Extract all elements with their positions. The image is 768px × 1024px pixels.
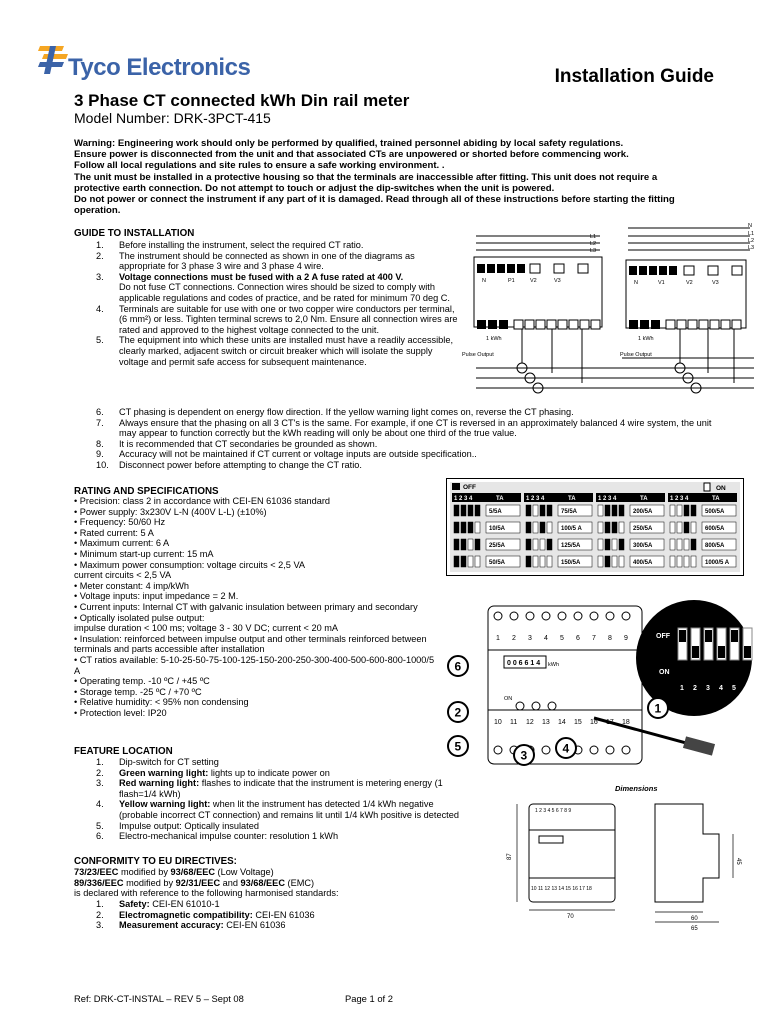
spec-line: • Relative humidity: < 95% non condensing: [74, 697, 249, 708]
dip-switch-state: [454, 556, 459, 567]
dip-switch-state: [547, 522, 552, 533]
terminal-number: 18: [622, 719, 630, 726]
line-label: L2: [748, 238, 755, 244]
dip-switch-state: [612, 556, 617, 567]
ct-ta-header: TA: [496, 496, 504, 502]
dim-width: 70: [567, 914, 574, 920]
dip-switch-state: [670, 539, 675, 550]
terminal-number: 10: [494, 719, 502, 726]
terminal-screw: [494, 612, 502, 620]
dip-switch-state: [547, 505, 552, 516]
ct-ratio-value: 1000/5 A: [705, 560, 730, 566]
terminal-label: V2: [530, 278, 537, 284]
dim-bottom-numbers: 10 11 12 13 14 15 16 17 18: [531, 886, 592, 892]
dip-switch-state: [533, 556, 538, 567]
warning-line: Warning: Engineering work should only be performed by qualified, trained personnel abiding by local safety regulations.: [74, 138, 624, 149]
list-item: 2. Electromagnetic compatibility: CEI-EN 61036: [96, 909, 315, 920]
terminal-screw: [542, 746, 550, 754]
callout-number: 5: [454, 739, 462, 754]
line-label: L2: [590, 241, 597, 247]
terminal-label: V3: [712, 280, 719, 286]
dip-switch-state: [684, 539, 689, 550]
standards-list: [74, 899, 474, 931]
page-title: 3 Phase CT connected kWh Din rail meter: [74, 91, 410, 110]
spec-line: • Precision: class 2 in accordance with CEI-EN 61036 standard: [74, 496, 330, 506]
counter-digits: 0 0 6 6 1 4: [507, 660, 541, 667]
dip-switch-state: [461, 556, 466, 567]
dip-switch-state: [677, 505, 682, 516]
ct-ratio-value: 100/5 A: [561, 526, 582, 532]
ct-ratio-value: 125/5A: [561, 543, 581, 549]
dimensions-title: Dimensions: [615, 784, 658, 793]
directive-line: is declared with reference to the following harmonised standards:: [74, 888, 339, 899]
model-number: Model Number: DRK-3PCT-415: [74, 110, 271, 126]
installation-heading: GUIDE TO INSTALLATION: [74, 228, 195, 239]
warning-block: [74, 138, 704, 216]
ct-ratio-value: 400/5A: [633, 560, 653, 566]
terminal-label: V3: [554, 278, 561, 284]
ct-ratio-value: 300/5A: [633, 543, 653, 549]
dip-switch-state: [468, 539, 473, 550]
dip-switch-state: [691, 539, 696, 550]
ct-ratio-value: 5/5A: [489, 509, 502, 515]
dip-switch-state: [526, 505, 531, 516]
terminal-label: P1: [508, 278, 515, 284]
dip-switch-state: [547, 556, 552, 567]
terminal-screw: [622, 746, 630, 754]
dip-switch-state: [684, 505, 689, 516]
pulse-output-label: Pulse Output: [620, 352, 652, 358]
dip-switch-state: [526, 522, 531, 533]
dip-switch-state: [605, 539, 610, 550]
brand-name: Tyco Electronics: [68, 54, 251, 81]
dim-depth-b: 65: [691, 926, 698, 932]
dip-switch-state: [533, 522, 538, 533]
callout-number: 4: [562, 741, 570, 756]
terminal-number: 11: [510, 719, 518, 726]
list-item: 2. The instrument should be connected as shown in one of the diagrams as appropriate for 3 phase 3 wire and 3 phase 4 wire.: [96, 250, 415, 272]
list-item: 7. Always ensure that the phasing on all 3 CT's is the same. For example, if one CT is reversed in an approximately balanced 4 wire system, the unit may appear to function correctly but the kWh reading will only be about one third of the true value.: [96, 417, 712, 439]
ct-ta-header: TA: [640, 496, 648, 502]
spec-line: • Maximum current: 6 A: [74, 538, 170, 549]
pulse-output-label: Pulse Output: [462, 352, 494, 358]
terminal-screw: [558, 612, 566, 620]
terminal-number: 12: [526, 719, 534, 726]
dip-switch-state: [540, 522, 545, 533]
footer-ref: Ref: DRK-CT-INSTAL – REV 5 – Sept 08: [74, 993, 244, 1004]
callout-number: 2: [454, 705, 462, 720]
dip-off: OFF: [656, 633, 670, 640]
warning-line: Do not power or connect the instrument if any part of it is damaged. Read through all of these instructions before starting the fitting operation.: [74, 194, 675, 217]
terminal-number: 3: [528, 635, 532, 642]
dip-switch-state: [526, 539, 531, 550]
spec-line: • Rated current: 5 A: [74, 527, 154, 538]
dip-number: 4: [719, 685, 723, 692]
ct-ratio-value: 800/5A: [705, 543, 725, 549]
dip-switch-state: [454, 522, 459, 533]
line-label: L1: [748, 231, 755, 237]
dip-switch-lever: [744, 646, 751, 658]
kwh-label: 1 kWh: [486, 336, 502, 342]
dip-number: 2: [693, 685, 697, 692]
dip-switch-state: [598, 539, 603, 550]
dip-switch-state: [619, 522, 624, 533]
dip-switch-state: [670, 522, 675, 533]
dip-switch-state: [547, 539, 552, 550]
dip-switch-state: [461, 539, 466, 550]
dip-switch-state: [475, 505, 480, 516]
list-item: 8. It is recommended that CT secondaries be grounded as shown.: [96, 438, 378, 449]
line-label: L1: [590, 234, 597, 240]
terminal-screw: [542, 612, 550, 620]
ratings-heading: RATING AND SPECIFICATIONS: [74, 486, 219, 497]
terminal-number: 9: [624, 635, 628, 642]
ct-ratio-value: 75/5A: [561, 509, 578, 515]
terminal-screw: [590, 746, 598, 754]
ct-switch-header: 1 2 3 4: [598, 496, 617, 502]
features-list: [74, 757, 474, 842]
dip-number: 1: [680, 685, 684, 692]
ct-ratio-value: 600/5A: [705, 526, 725, 532]
terminal-number: 4: [544, 635, 548, 642]
dip-switch-state: [670, 505, 675, 516]
dip-switch-state: [691, 505, 696, 516]
dim-depth-a: 60: [691, 916, 698, 922]
dip-switch-lever: [731, 630, 738, 642]
terminal-number: 13: [542, 719, 550, 726]
dip-switch-state: [691, 556, 696, 567]
list-item: 3. Voltage connections must be fused with a 2 A fuse rated at 400 V. Do not fuse CT connections. Connection wires should be sized to comply with applicable regulations and codes of practice, and be rated for minimum 70 deg C.: [96, 271, 450, 303]
dip-switch-state: [454, 505, 459, 516]
dip-switch-state: [605, 522, 610, 533]
list-item: 9. Accuracy will not be maintained if CT current or voltage inputs are outside specification..: [96, 449, 477, 460]
on-label: ON: [716, 485, 726, 492]
ct-ta-header: TA: [712, 496, 720, 502]
dip-switch-state: [461, 505, 466, 516]
spec-line: • CT ratios available: 5-10-25-50-75-100-125-150-200-250-300-400-500-600-800-1000/5 A: [74, 654, 435, 676]
dip-switch-state: [454, 539, 459, 550]
spec-line: • Maximum power consumption: voltage circuits < 2,5 VA: [74, 559, 306, 570]
terminal-screw: [494, 746, 502, 754]
dip-switch-state: [526, 556, 531, 567]
dip-switch-state: [684, 522, 689, 533]
ratings-list: [74, 496, 439, 718]
dip-switch-state: [605, 556, 610, 567]
list-item: 10. Disconnect power before attempting to change the CT ratio.: [96, 459, 362, 470]
terminal-number: 7: [592, 635, 596, 642]
warning-line: Follow all local regulations and site rules to ensure a safe working environment. .: [74, 160, 445, 172]
terminal-number: 6: [576, 635, 580, 642]
list-item: 5. The equipment into which these units are installed must have a readily accessible, clearly marked, adjacent switch or circuit breaker which will isolate the supply voltage and permit safe access for subsequent maintenance.: [96, 335, 453, 367]
terminal-number: 8: [608, 635, 612, 642]
wiring-diagrams: [462, 222, 762, 400]
warning-line: The unit must be installed in a protective housing so that the terminals are inaccessible after fitting. This unit does not require a protective earth connection. Do not attempt to touch or adjust the dip-switches when the unit is powered.: [74, 171, 658, 194]
dip-switch-state: [468, 522, 473, 533]
list-item: 6. CT phasing is dependent on energy flow direction. If the yellow warning light comes on, reverse the CT phasing.: [96, 407, 574, 417]
dip-number: 3: [706, 685, 710, 692]
dip-switch-state: [605, 505, 610, 516]
directive-line: 73/23/EEC modified by 93/68/EEC (Low Voltage): [74, 867, 274, 877]
on-text: ON: [504, 696, 513, 702]
list-item: 6. Electro-mechanical impulse counter: resolution 1 kWh: [96, 831, 339, 842]
dip-switch-state: [475, 556, 480, 567]
terminal-screw: [526, 612, 534, 620]
dip-switch-state: [684, 556, 689, 567]
spec-line: • Protection level: IP20: [74, 707, 167, 718]
dip-switch-lever: [718, 646, 725, 658]
kwh-text: kWh: [548, 662, 559, 668]
terminal-number: 16: [590, 719, 598, 726]
callout-number: 6: [454, 659, 462, 674]
spec-line: current circuits < 2,5 VA: [74, 570, 172, 581]
dim-height-b: 45: [735, 858, 741, 865]
spec-line: impulse duration < 100 ms; voltage 3 - 30 V DC; current < 20 mA: [74, 623, 339, 634]
dip-switch-state: [475, 522, 480, 533]
ct-ratio-value: 200/5A: [633, 509, 653, 515]
dip-switch-state: [670, 556, 675, 567]
callout-number: 1: [654, 701, 662, 716]
meter-feature-figure: [444, 600, 766, 772]
directive-line: 89/336/EEC modified by 92/31/EEC and 93/68/EEC (EMC): [74, 877, 315, 888]
dip-switch-state: [598, 522, 603, 533]
line-label: L3: [590, 248, 597, 254]
spec-line: • Operating temp. -10 ºC / +45 ºC: [74, 676, 210, 687]
dip-switch-state: [612, 505, 617, 516]
spec-line: • Insulation: reinforced between impulse output and other terminals reinforced between terminals and parts accessible after installation: [74, 633, 427, 655]
conformity-heading: CONFORMITY TO EU DIRECTIVES:: [74, 856, 237, 867]
ct-ta-header: TA: [568, 496, 576, 502]
spec-line: • Meter constant: 4 imp/kWh: [74, 580, 190, 591]
list-item: 3. Measurement accuracy: CEI-EN 61036: [96, 920, 286, 931]
dip-switch-state: [540, 556, 545, 567]
spec-line: • Minimum start-up current: 15 mA: [74, 548, 214, 559]
terminal-screw: [574, 612, 582, 620]
terminal-number: 1: [496, 635, 500, 642]
terminal-screw: [510, 612, 518, 620]
dim-top-numbers: 1 2 3 4 5 6 7 8 9: [535, 808, 572, 814]
features-heading: FEATURE LOCATION: [74, 746, 173, 757]
footer-page: Page 1 of 2: [345, 993, 393, 1004]
dip-switch-state: [612, 539, 617, 550]
dip-on: ON: [659, 669, 670, 676]
installation-list-cont: [74, 407, 714, 471]
installation-list: [74, 240, 459, 367]
dip-switch-state: [540, 505, 545, 516]
terminal-number: 15: [574, 719, 582, 726]
ct-ratio-value: 10/5A: [489, 526, 506, 532]
dip-switch-lever: [692, 646, 699, 658]
spec-line: • Power supply: 3x230V L-N (400V L-L) (±10%): [74, 506, 267, 517]
off-label: OFF: [463, 484, 476, 491]
dip-switch-state: [619, 556, 624, 567]
dip-switch-state: [540, 539, 545, 550]
dim-height: 87: [507, 853, 513, 860]
terminal-screw: [606, 612, 614, 620]
dimensions-figure: [505, 782, 745, 932]
dip-switch-state: [691, 522, 696, 533]
dip-switch-lever: [679, 630, 686, 642]
terminal-number: 14: [558, 719, 566, 726]
list-item: 4. Terminals are suitable for use with one or two copper wire conductors per terminal, (6 mm²) or less. Tighten terminal screws to 2,0 Nm. Ensure all connection wires are rated and approved to the highest voltage connected to the unit.: [96, 303, 458, 335]
kwh-label: 1 kWh: [638, 336, 654, 342]
list-item: 3. Red warning light: flashes to indicate that the instrument is metering energy (1 flash=1/4 kWh): [96, 778, 443, 799]
dip-switch-state: [475, 539, 480, 550]
dip-switch-state: [468, 556, 473, 567]
spec-line: • Voltage inputs: input impedance = 2 M.: [74, 591, 239, 602]
ct-ratio-table: [446, 478, 744, 576]
spec-line: • Storage temp. -25 ºC / +70 ºC: [74, 686, 202, 697]
dip-switch-state: [533, 539, 538, 550]
dip-switch-state: [461, 522, 466, 533]
dip-switch-state: [677, 522, 682, 533]
dip-switch-state: [677, 556, 682, 567]
terminal-screw: [590, 612, 598, 620]
doc-type: Installation Guide: [554, 66, 714, 87]
list-item: 1. Dip-switch for CT setting: [96, 757, 219, 767]
dip-number: 6: [745, 685, 749, 692]
ct-ratio-value: 25/5A: [489, 543, 506, 549]
terminal-label: N: [634, 280, 638, 286]
list-item: 4. Yellow warning light: when lit the instrument has detected 1/4 kWh negative (probable incorrect CT connection) and remains lit until 1/4 kWh positive is detected: [96, 799, 459, 820]
list-item: 5. Impulse output: Optically insulated: [96, 820, 259, 831]
dip-switch-state: [468, 505, 473, 516]
ct-ratio-value: 50/5A: [489, 560, 506, 566]
line-label: N: [748, 223, 752, 229]
ct-switch-header: 1 2 3 4: [670, 496, 689, 502]
dip-switch-state: [619, 505, 624, 516]
ct-switch-header: 1 2 3 4: [454, 496, 473, 502]
dip-number: 5: [732, 685, 736, 692]
ct-ratio-value: 250/5A: [633, 526, 653, 532]
warning-line: Ensure power is disconnected from the unit and that associated CTs are unpowered or shorted before commencing work.: [74, 149, 629, 161]
terminal-label: V2: [686, 280, 693, 286]
terminal-label: V1: [658, 280, 665, 286]
terminal-screw: [622, 612, 630, 620]
dip-switch-state: [619, 539, 624, 550]
conformity-block: [74, 867, 474, 899]
dip-switch-state: [598, 505, 603, 516]
terminal-screw: [606, 746, 614, 754]
list-item: 1. Before installing the instrument, select the required CT ratio.: [96, 240, 364, 250]
terminal-number: 5: [560, 635, 564, 642]
dip-switch-state: [533, 505, 538, 516]
ct-ratio-value: 150/5A: [561, 560, 581, 566]
spec-line: • Current inputs: Internal CT with galvanic insulation between primary and secondary: [74, 601, 418, 612]
spec-line: • Optically isolated pulse output:: [74, 612, 205, 623]
dip-switch-lever: [705, 630, 712, 642]
ct-ratio-value: 500/5A: [705, 509, 725, 515]
terminal-label: N: [482, 278, 486, 284]
terminal-number: 2: [512, 635, 516, 642]
dip-switch-state: [598, 556, 603, 567]
dip-switch-state: [612, 522, 617, 533]
callout-number: 3: [520, 748, 528, 763]
line-label: L3: [748, 245, 755, 251]
spec-line: • Frequency: 50/60 Hz: [74, 517, 166, 528]
dip-switch-state: [677, 539, 682, 550]
list-item: 1. Safety: CEI-EN 61010-1: [96, 899, 220, 909]
ct-switch-header: 1 2 3 4: [526, 496, 545, 502]
list-item: 2. Green warning light: lights up to indicate power on: [96, 767, 330, 778]
